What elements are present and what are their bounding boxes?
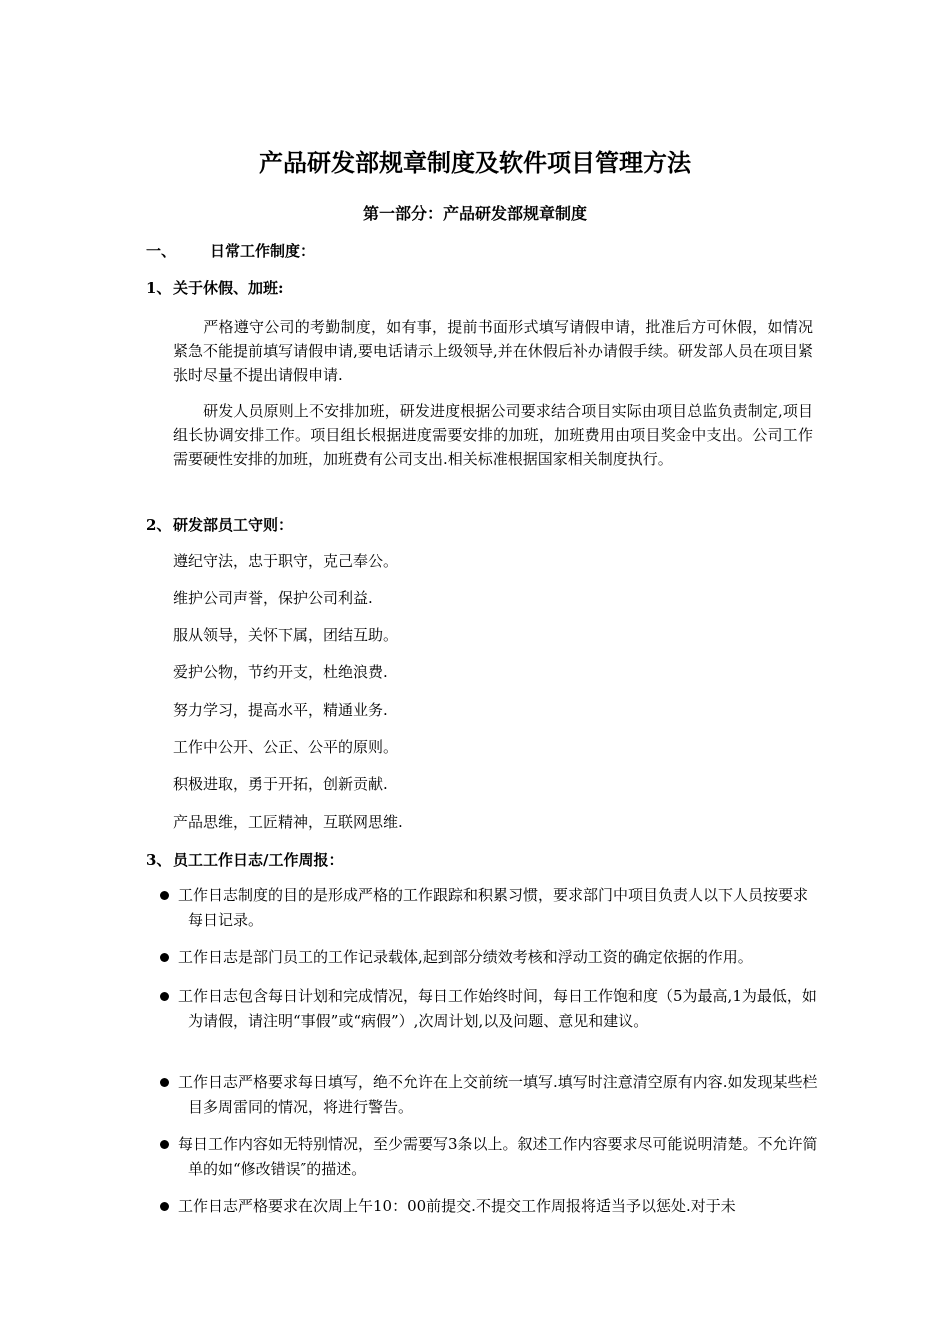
subsection-number: 2、 <box>146 516 172 534</box>
bullet-icon <box>160 1140 169 1149</box>
part-title: 第一部分：产品研发部规章制度 <box>362 204 587 223</box>
subsection-title: 研发部员工守则： <box>173 516 294 534</box>
bullet-icon <box>160 1078 169 1087</box>
rule-item: 工作中公开、公正、公平的原则。 <box>173 738 399 756</box>
bullet-icon <box>160 1202 169 1211</box>
subsection-title: 员工工作日志/工作周报： <box>173 851 344 869</box>
bullet-item: 每日工作内容如无特别情况，至少需要写3条以上。叙述工作内容要求尽可能说明清楚。不允许简单的如“修改错误″的描述。 <box>160 1132 820 1182</box>
section-number: 一、 <box>146 242 177 260</box>
subsection-heading-3 <box>146 849 343 870</box>
subsection-title: 关于休假、加班: <box>173 279 284 297</box>
subsection-number: 3、 <box>146 851 172 869</box>
bullet-item: 工作日志严格要求在次周上午10：00前提交.不提交工作周报将适当予以惩处.对于未 <box>160 1194 820 1219</box>
bullet-icon <box>160 992 169 1001</box>
rule-item: 努力学习，提高水平，精通业务. <box>173 701 388 719</box>
document-title: 产品研发部规章制度及软件项目管理方法 <box>259 148 691 177</box>
rule-item: 维护公司声誉，保护公司利益. <box>173 589 373 607</box>
bullet-item: 工作日志严格要求每日填写，绝不允许在上交前统一填写.填写时注意清空原有内容.如发现某些栏目多周雷同的情况，将进行警告。 <box>160 1070 820 1120</box>
subsection-heading-1 <box>146 277 284 298</box>
paragraph-overtime: 研发人员原则上不安排加班，研发进度根据公司要求结合项目实际由项目总监负责制定,项目组长协调安排工作。项目组长根据进度需要安排的加班，加班费用由项目奖金中支出。公司工作需要硬性安排的加班，加班费有公司支出.相关标准根据国家相关制度执行。 <box>173 402 813 468</box>
section-title: 日常工作制度： <box>210 242 316 260</box>
bullet-item: 工作日志制度的目的是形成严格的工作跟踪和积累习惯，要求部门中项目负责人以下人员按要求每日记录。 <box>160 883 820 933</box>
rule-item: 产品思维，工匠精神，互联网思维. <box>173 813 403 831</box>
section-heading-1 <box>146 240 315 261</box>
paragraph-leave: 严格遵守公司的考勤制度，如有事，提前书面形式填写请假申请，批准后方可休假，如情况紧急不能提前填写请假申请,要电话请示上级领导,并在休假后补办请假手续。研发部人员在项目紧张时尽量不提出请假申请. <box>173 318 813 384</box>
rule-item: 遵纪守法，忠于职守，克己奉公。 <box>173 552 399 570</box>
bullet-item: 工作日志是部门员工的工作记录载体,起到部分绩效考核和浮动工资的确定依据的作用。 <box>160 945 820 970</box>
rule-item: 积极进取，勇于开拓，创新贡献. <box>173 775 388 793</box>
subsection-heading-2 <box>146 514 293 535</box>
bullet-icon <box>160 953 169 962</box>
rule-item: 服从领导，关怀下属，团结互助。 <box>173 626 399 644</box>
subsection-number: 1、 <box>146 279 172 297</box>
bullet-item: 工作日志包含每日计划和完成情况，每日工作始终时间，每日工作饱和度（5为最高,1为最低，如为请假，请注明“事假”或“病假”）,次周计划,以及问题、意见和建议。 <box>160 984 820 1034</box>
rule-item: 爱护公物，节约开支，杜绝浪费. <box>173 663 388 681</box>
bullet-icon <box>160 891 169 900</box>
